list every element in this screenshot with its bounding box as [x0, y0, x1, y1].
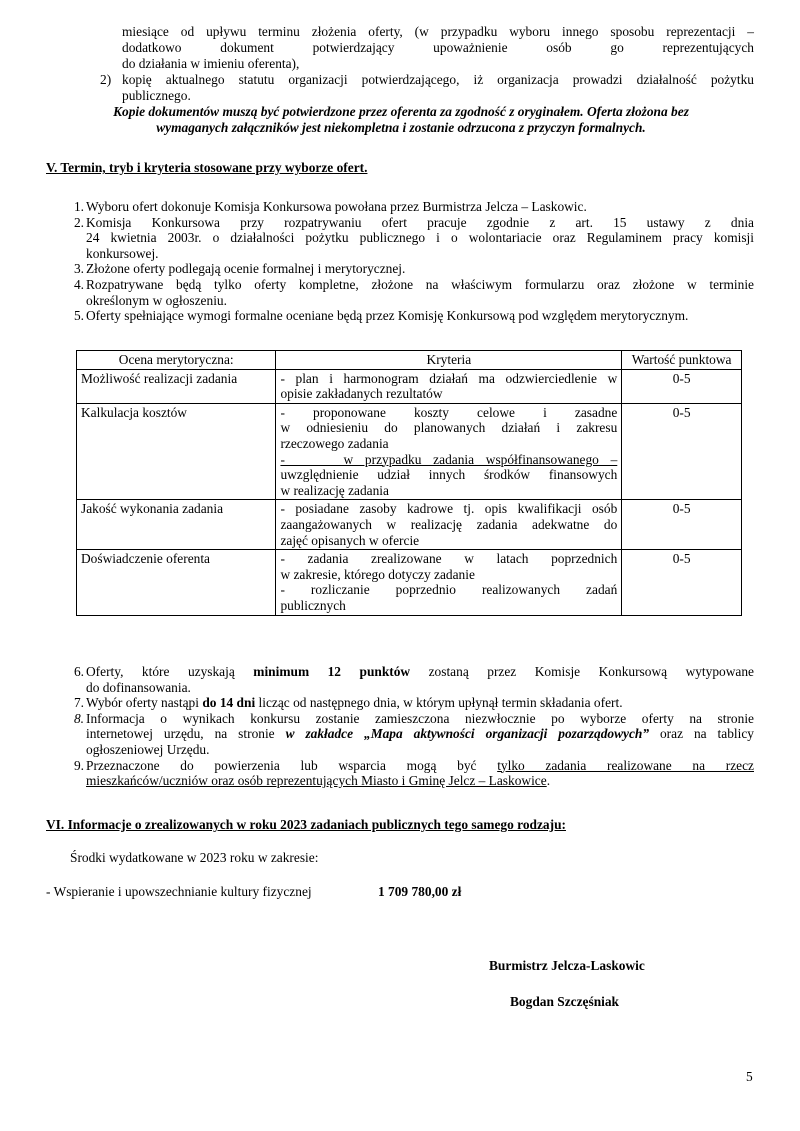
list-item-number: 6.: [73, 664, 84, 679]
list-item-text: [86, 664, 754, 680]
text-fragment: internetowej urzędu, na stronie: [86, 726, 286, 742]
list-item-number: 5.: [73, 308, 84, 324]
criteria-line: - rozliczanie poprzednio realizowanych zadań: [280, 582, 618, 598]
underlined-fragment: tylko zadania realizowane na rzecz: [497, 757, 754, 773]
table-header-row: [77, 351, 742, 370]
criteria-line: uwzględnienie udział innych środków finansowych: [280, 467, 618, 483]
row-criteria: [276, 369, 622, 403]
item2-line-1: kopię aktualnego statutu organizacji potwierdzającego, iż organizacja prowadzi działalność pożytku: [122, 72, 754, 87]
criteria-line: zajęć opisanych w ofercie: [280, 532, 420, 548]
list-item-text: do dofinansowania.: [86, 679, 191, 695]
warning-line-1: Kopie dokumentów muszą być potwierdzone przez oferenta za zgodność z oryginałem. Oferta złożona bez: [113, 104, 689, 119]
text-fragment: Wybór oferty nastąpi: [86, 695, 203, 711]
row-criteria: [276, 550, 622, 615]
text-fragment: oraz na tablicy: [649, 726, 754, 742]
row-name: Doświadczenie oferenta: [77, 550, 276, 615]
row-criteria: [276, 403, 622, 500]
row-value: 0-5: [622, 403, 742, 500]
header-points: Wartość punktowa: [622, 351, 742, 370]
text-fragment: zostaną przez Komisje Konkursową wytypowane: [410, 664, 754, 679]
item2-line-2: publicznego.: [122, 88, 191, 103]
list-item-1: [73, 199, 754, 215]
list-item-text: ogłoszeniowej Urzędu.: [86, 741, 210, 757]
bold-italic-fragment: w zakładce „Mapa aktywności organizacji pozarządowych”: [285, 726, 650, 742]
text-fragment: Przeznaczone do powierzenia lub wsparcia mogą być: [86, 757, 498, 773]
bold-fragment: minimum 12 punktów: [253, 664, 411, 679]
list-item-text: Rozpatrywane będą tylko oferty kompletne, złożone na właściwym formularzu oraz złożone w terminie: [86, 276, 754, 292]
criteria-line: - plan i harmonogram działań ma odzwierciedlenie w: [280, 370, 618, 386]
text-fragment: licząc od następnego dnia, w którym upłynął termin składania ofert.: [255, 695, 623, 711]
list-item-text: konkursowej.: [86, 245, 159, 261]
list-item-9: [73, 757, 754, 789]
list-item-text: [86, 726, 754, 742]
list-item-number: 4.: [73, 276, 84, 292]
section-5-list-continued: [73, 664, 754, 789]
intro-line-1: miesiące od upływu terminu złożenia oferty, (w przypadku wyboru innego sposobu reprezentacji –: [122, 24, 754, 39]
item2-number: 2): [100, 72, 112, 87]
list-item-number: 9.: [73, 757, 84, 773]
bold-fragment: do 14 dni: [202, 695, 256, 711]
criteria-line: - w przypadku zadania współfinansowanego –: [280, 451, 618, 467]
list-item-text: 24 kwietnia 2003r. o działalności pożytku publicznego i o wolontariacie oraz Regulaminem pracy komisji: [86, 230, 754, 246]
row-name: Kalkulacja kosztów: [77, 403, 276, 500]
spending-item: - Wspieranie i upowszechnianie kultury fizycznej: [46, 884, 312, 899]
row-name: Jakość wykonania zadania: [77, 500, 276, 550]
text-fragment: Oferty, które uzyskają: [86, 664, 254, 679]
criteria-line: rzeczowego zadania: [280, 435, 389, 451]
list-item-text: [86, 773, 754, 789]
criteria-table: [76, 350, 742, 616]
row-name: Możliwość realizacji zadania: [77, 369, 276, 403]
list-item-4: [73, 276, 754, 308]
criteria-table-wrapper: [76, 350, 742, 616]
list-item-text: określonym w ogłoszeniu.: [86, 292, 227, 308]
criteria-line: - proponowane koszty celowe i zasadne: [280, 404, 618, 420]
list-item-number: 8.: [73, 710, 84, 726]
row-value: 0-5: [622, 500, 742, 550]
criteria-line: - posiadane zasoby kadrowe tj. opis kwalifikacji osób: [280, 501, 618, 517]
list-item-number: 2.: [73, 214, 84, 230]
list-item-text: [86, 758, 754, 774]
row-value: 0-5: [622, 369, 742, 403]
section-5-list: [73, 199, 754, 324]
list-item-text: [86, 695, 623, 710]
list-item-7: [73, 695, 754, 711]
warning-line-2: wymaganych załączników jest niekompletna i zostanie odrzucona z przyczyn formalnych.: [156, 120, 646, 135]
list-item-6: [73, 664, 754, 695]
list-item-text: Wyboru ofert dokonuje Komisja Konkursowa powołana przez Burmistrza Jelcza – Laskowic.: [86, 199, 587, 214]
table-row: [77, 403, 742, 500]
intro-line-2: dodatkowo dokument potwierdzający upoważnienie osób go reprezentujących: [122, 40, 754, 55]
table-row: [77, 500, 742, 550]
row-criteria: [276, 500, 622, 550]
list-item-number: 1.: [73, 199, 84, 214]
row-value: 0-5: [622, 550, 742, 615]
list-item-text: Komisja Konkursowa przy rozpatrywaniu ofert pracuje zgodnie z art. 15 ustawy z dnia: [86, 214, 754, 230]
section-6-heading: VI. Informacje o zrealizowanych w roku 2023 zadaniach publicznych tego samego rodzaju:: [46, 817, 566, 832]
list-item-5: [73, 308, 754, 324]
signature-title: Burmistrz Jelcza-Laskowic: [489, 958, 645, 973]
criteria-line: w realizację zadania: [280, 482, 389, 498]
criteria-line: - zadania zrealizowane w latach poprzednich: [280, 551, 618, 567]
list-item-3: [73, 261, 754, 277]
list-item-2: [73, 214, 754, 262]
table-row: [77, 369, 742, 403]
criteria-line: opisie zakładanych rezultatów: [280, 386, 443, 402]
list-item-8: [73, 710, 754, 758]
table-row: [77, 550, 742, 615]
header-criteria: Kryteria: [276, 351, 622, 370]
criteria-line: zaangażowanych w realizację zadania adekwatne do: [280, 516, 618, 532]
text-fragment: .: [546, 773, 551, 789]
list-item-text: Oferty spełniające wymogi formalne oceniane będą przez Komisję Konkursową pod względem merytorycznym.: [86, 308, 689, 324]
list-item-number: 3.: [73, 261, 84, 277]
spending-intro: Środki wydatkowane w 2023 roku w zakresie:: [70, 850, 319, 865]
list-item-number: 7.: [73, 695, 84, 711]
intro-line-3: do działania w imieniu oferenta),: [122, 56, 300, 71]
criteria-line: publicznych: [280, 597, 346, 613]
signature-name: Bogdan Szczęśniak: [510, 994, 620, 1009]
page-number: 5: [746, 1069, 753, 1084]
list-item-text: Złożone oferty podlegają ocenie formalnej i merytorycznej.: [86, 261, 406, 277]
header-assessment: Ocena merytoryczna:: [77, 351, 276, 370]
spending-amount: 1 709 780,00 zł: [378, 884, 462, 899]
criteria-line: w odniesieniu do planowanych działań i zakresu: [280, 420, 618, 436]
criteria-line: w zakresie, którego dotyczy zadanie: [280, 566, 475, 582]
list-item-text: Informacja o wynikach konkursu zostanie zamieszczona niezwłocznie po wyborze oferty na stronie: [86, 710, 754, 726]
underlined-fragment: mieszkańców/uczniów oraz osób reprezentujących Miasto i Gminę Jelcz – Laskowice: [86, 773, 547, 789]
section-5-heading: V. Termin, tryb i kryteria stosowane przy wyborze ofert.: [46, 160, 368, 175]
